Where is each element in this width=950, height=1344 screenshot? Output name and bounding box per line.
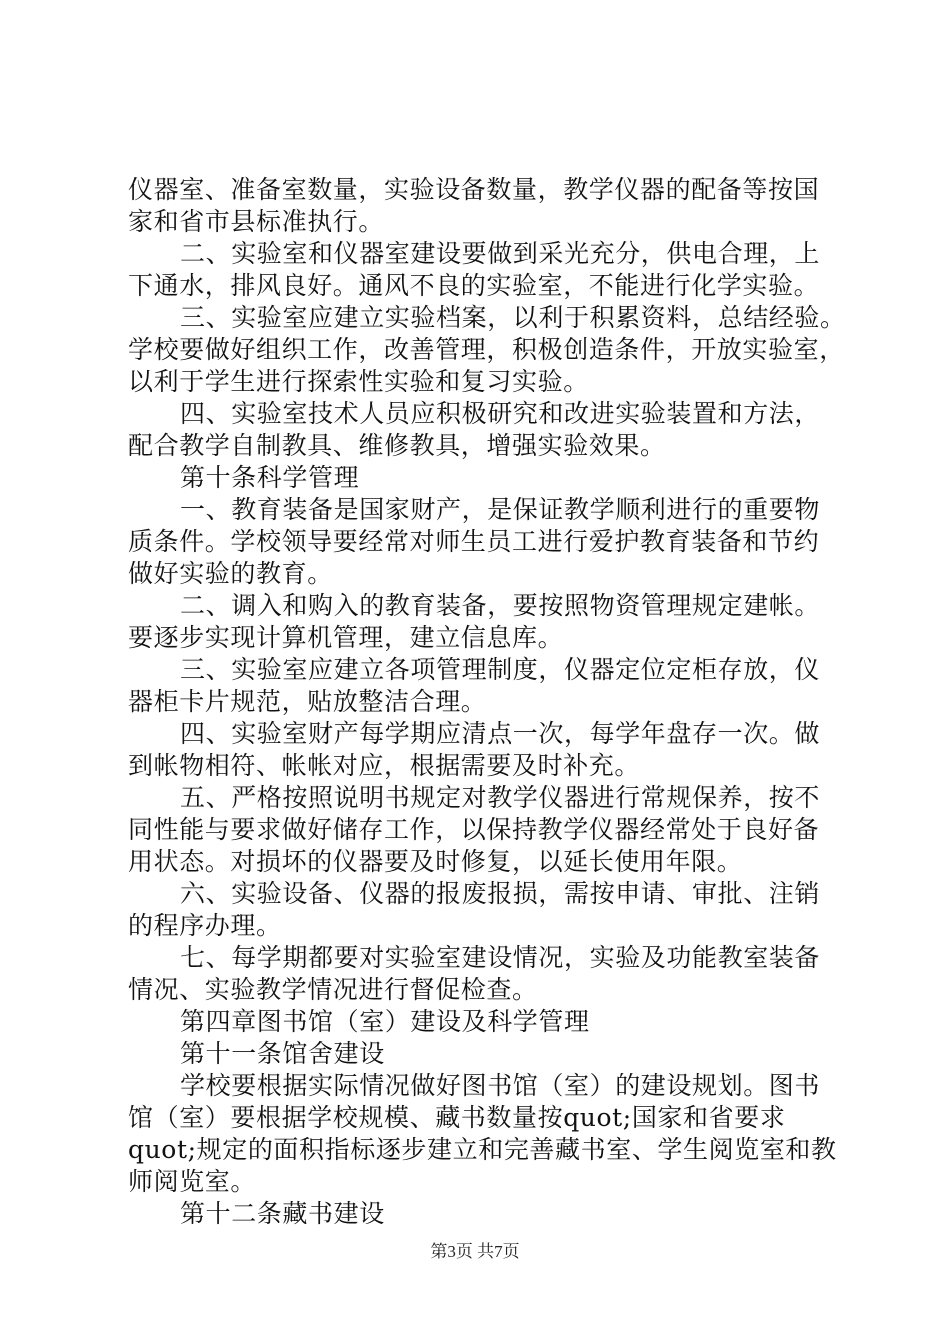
text-line: 到帐物相符、帐帐对应，根据需要及时补充。 [128, 751, 641, 780]
text-line: 师阅览室。 [128, 1167, 257, 1196]
text-line: 做好实验的教育。 [128, 559, 333, 588]
text-line: 器柜卡片规范，贴放整洁合理。 [128, 687, 487, 716]
text-line: 下通水，排风良好。通风不良的实验室，不能进行化学实验。 [128, 271, 820, 300]
text-line: 六、实验设备、仪器的报废报损，需按申请、审批、注销 [180, 879, 821, 908]
text-line: 情况、实验教学情况进行督促检查。 [128, 975, 538, 1004]
text-line: 仪器室、准备室数量，实验设备数量，教学仪器的配备等按国 [128, 175, 820, 204]
text-line: 馆（室）要根据学校规模、藏书数量按quot;国家和省要求 [128, 1103, 786, 1132]
text-line: 质条件。学校领导要经常对师生员工进行爱护教育装备和节约 [128, 527, 820, 556]
text-line: 第十条科学管理 [180, 463, 360, 492]
document-body [128, 174, 846, 1230]
text-line: 家和省市县标准执行。 [128, 207, 385, 236]
text-line: 学校要做好组织工作，改善管理，积极创造条件，开放实验室， [128, 335, 845, 364]
text-line: 二、实验室和仪器室建设要做到采光充分，供电合理，上 [180, 239, 821, 268]
text-line: 七、每学期都要对实验室建设情况，实验及功能教室装备 [180, 943, 821, 972]
page-footer: 第3页 共7页 [430, 1242, 520, 1261]
text-line: 要逐步实现计算机管理，建立信息库。 [128, 623, 564, 652]
text-line: 用状态。对损坏的仪器要及时修复，以延长使用年限。 [128, 847, 743, 876]
text-line: 五、严格按照说明书规定对教学仪器进行常规保养，按不 [180, 783, 821, 812]
text-line: 学校要根据实际情况做好图书馆（室）的建设规划。图书 [180, 1071, 821, 1100]
text-line: 四、实验室财产每学期应清点一次，每学年盘存一次。做 [180, 719, 821, 748]
text-line: 二、调入和购入的教育装备，要按照物资管理规定建帐。 [180, 591, 821, 620]
text-line: 的程序办理。 [128, 911, 282, 940]
text-line: 三、实验室应建立实验档案，以利于积累资料，总结经验。 [180, 303, 846, 332]
text-line: 同性能与要求做好储存工作，以保持教学仪器经常处于良好备 [128, 815, 820, 844]
text-line: 第十一条馆舍建设 [180, 1039, 385, 1068]
text-line: 第四章图书馆（室）建设及科学管理 [180, 1007, 590, 1036]
text-line: 第十二条藏书建设 [180, 1199, 385, 1228]
text-line: 以利于学生进行探索性实验和复习实验。 [128, 367, 589, 396]
text-line: 四、实验室技术人员应积极研究和改进实验装置和方法， [180, 399, 821, 428]
text-line: 配合教学自制教具、维修教具，增强实验效果。 [128, 431, 666, 460]
text-line: quot;规定的面积指标逐步建立和完善藏书室、学生阅览室和教 [128, 1135, 837, 1164]
text-line: 一、教育装备是国家财产，是保证教学顺利进行的重要物 [180, 495, 821, 524]
text-line: 三、实验室应建立各项管理制度，仪器定位定柜存放，仪 [180, 655, 821, 684]
